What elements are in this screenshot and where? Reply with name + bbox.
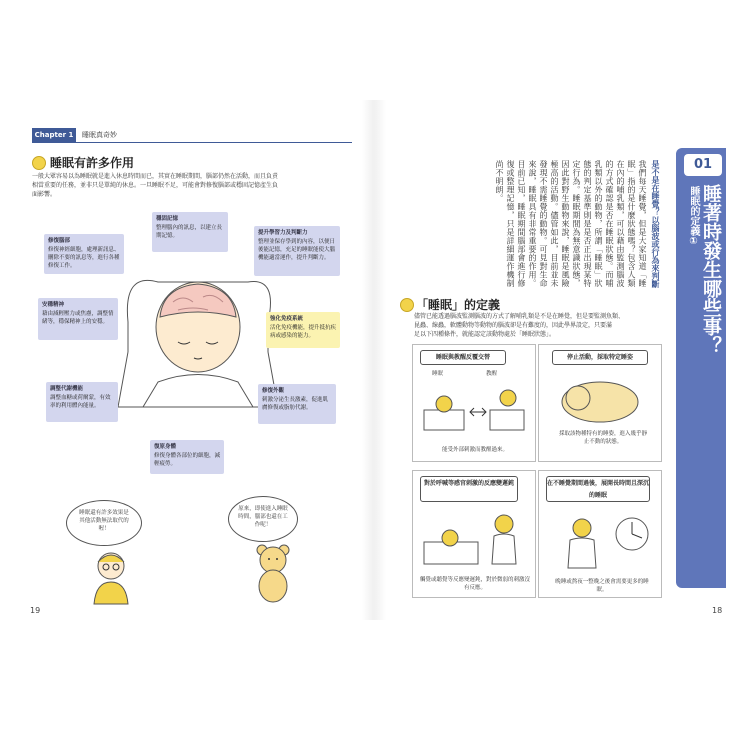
box-immune: [266, 312, 340, 348]
box-title: 修復外觀: [262, 388, 285, 394]
chapter-subtitle: 睡眠真奇妙: [82, 131, 117, 139]
card-label-sleep: 睡眠: [432, 371, 444, 377]
box-title: 修復腦部: [48, 238, 71, 244]
bear-character-illustration: [248, 540, 298, 606]
box-learning: [254, 226, 340, 276]
intro-line: 一般大眾容易以為睡眠就是進入休息時間而已，其實在睡眠期間，腦部仍然在活動，而且負責: [32, 173, 279, 180]
tab-title: 睡著時發生哪些事？: [700, 184, 722, 355]
box-title: 安穩精神: [42, 302, 65, 308]
box-metabolism: [46, 382, 118, 422]
box-mental: [38, 298, 118, 340]
doctor-character-illustration: [86, 546, 136, 606]
vertical-body-text: 我們每天睡覺，但是大家知道「睡眠」指的是什麼狀態嗎？包含人類在內的哺乳類，可以藉由監測腦波的方式確認是否在睡眠狀態。而哺乳類以外的動物，所謂「睡眠」狀態的判定基準則是是否正出現某特定行為。睡眠期間為無意識狀態，因此對野生動物來說，睡眠是風險極高的活動。儘管如此，目前並未發現不需睡覺的動物。可見對生命來說，睡眠具有非常重要的作用。目前已知，睡眠期間腦部會進行修復或整理記憶，只是詳細運作機制尚不明朗。: [495, 160, 647, 288]
box-body-recovery: [150, 440, 224, 474]
box-memory: [152, 212, 228, 252]
box-text: 修復身體各部位的細胞，減輕疲勞。: [154, 453, 221, 467]
card-caption: 能受外部刺激而教醒過來。: [441, 447, 508, 453]
calling-illustration: [420, 506, 528, 568]
sleep-icon: [32, 156, 46, 170]
card-caption: 晚睡或熬夜一整晚之後會需要更多的睡眠。: [555, 579, 649, 593]
box-title: 穩固記憶: [156, 216, 179, 222]
intro-line: 面影響。: [32, 191, 57, 198]
card-label-awake: 教醒: [486, 371, 498, 377]
chapter-tag: Chapter 1: [32, 128, 76, 142]
definition-paragraph: [414, 312, 670, 339]
intro-line: 相當重要的任務，並非只是單純的休息。一旦睡眠不足，可能會對修復腦部或穩固記憶產生負: [32, 182, 279, 189]
box-title: 調整代謝機能: [50, 386, 84, 392]
box-title: 復原身體: [154, 444, 177, 450]
box-text: 整理並保存學到的內容，以便日後能記憶，充足的睡眠能使大腦機能適當運作，提升判斷力。: [258, 239, 336, 261]
late-night-illustration: [552, 506, 652, 572]
box-text: 修復神經細胞，處理新訊息、刪除不要的訊息等，進行各種修復工作。: [48, 247, 120, 269]
speech-bubble-right: 原來，即使進入睡眠時間，腦部也還在工作呢！: [228, 496, 298, 542]
card-caption: 採取該物種特有的睡姿，進入幾乎靜止不動的狀態。: [558, 431, 647, 445]
card-title: 在不睡覺期間過後，展開長時間且深沉的睡眠: [546, 476, 650, 502]
card-caption: 觸覺或聽覺等反應變遲鈍，對於微弱的刺激沒有反應。: [420, 577, 531, 591]
tab-subtitle: 睡眠的定義①: [688, 186, 699, 247]
sleeping-cat-illustration: [552, 372, 648, 424]
box-text: 刺激分泌生長激素，促進肌膚修復或脂肪代謝。: [262, 397, 329, 411]
box-text: 整理腦內的訊息，以建立長期記憶。: [156, 225, 223, 239]
question-heading: 是不是在睡覺？以腦波或行為來判斷: [651, 160, 660, 288]
box-text: 調整血糖或荷爾蒙，有效率的利用體內能量。: [50, 395, 111, 409]
definition-title: 「睡眠」的定義: [416, 298, 501, 312]
intro-paragraph: [32, 172, 348, 199]
section-title: 睡眠有許多作用: [50, 156, 135, 170]
definition-line: 昆蟲、線蟲，軟體動物等動物的腦波卻是有難度的，因此學界設定，只要滿: [414, 322, 613, 329]
sleeping-person-illustration: [118, 262, 278, 412]
page-number-left: 19: [30, 606, 41, 615]
box-title: 提升學習力及判斷力: [258, 230, 308, 236]
card-title: 睡眠與教醒反覆交替: [420, 350, 506, 365]
box-text: 藉由減輕壓力或焦慮，調整情緒等，穩保精神上的安穩。: [42, 311, 114, 325]
page-number-right: 18: [712, 606, 723, 615]
sleep-icon: [400, 298, 414, 312]
card-title: 對於呼喊等感官刺激的反應變遲鈍: [420, 476, 518, 502]
book-gutter: [362, 100, 386, 620]
definition-line: 儘管已能透過腦波監測腦波的方式了解哺乳類是不是在睡覺，但是要監測魚類、: [414, 313, 625, 320]
tab-number: 01: [684, 154, 722, 176]
sleep-wake-illustration: [420, 380, 528, 436]
box-text: 活化免疫機能，提升抵抗疾病或感染的能力。: [270, 325, 337, 339]
chapter-divider: [32, 142, 352, 143]
card-title: 停止活動，採取特定睡姿: [552, 350, 648, 365]
definition-line: 足以下四種條件，就能認定該動物處於「睡眠狀態」。: [414, 331, 556, 338]
box-appearance: [258, 384, 336, 424]
speech-bubble-left: 睡眠還有許多效果是其他活動無法取代的喔！: [66, 500, 142, 546]
box-brain-repair: [44, 234, 124, 274]
box-title: 強化免疫系統: [270, 316, 304, 322]
